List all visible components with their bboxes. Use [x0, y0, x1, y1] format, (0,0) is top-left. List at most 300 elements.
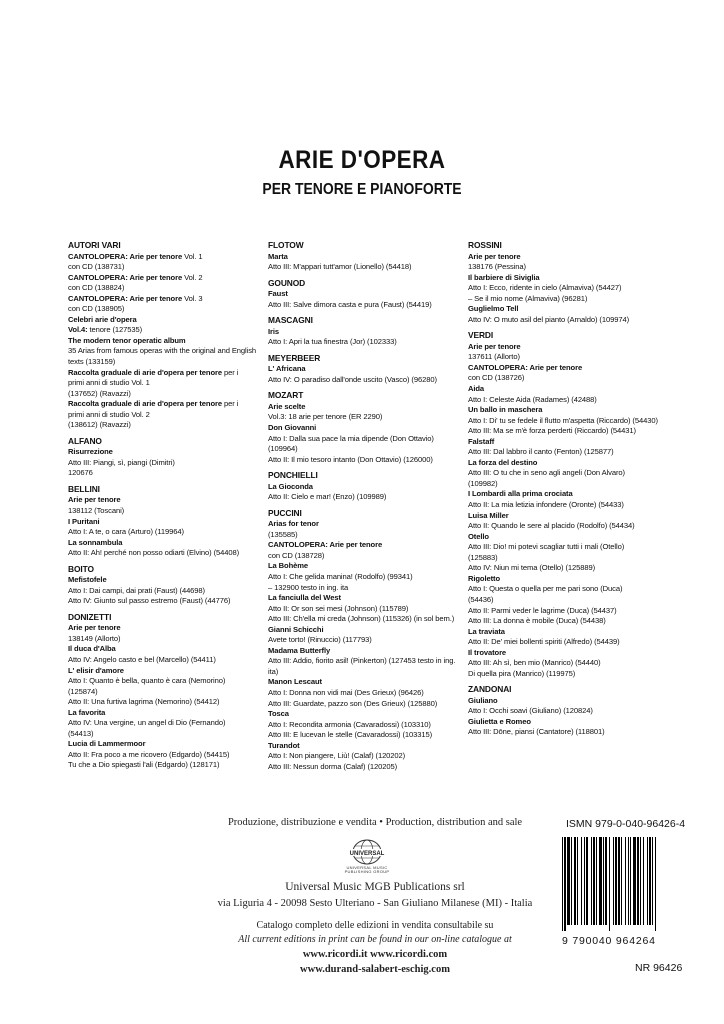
catalog-line [268, 751, 478, 762]
barcode-bar [596, 837, 597, 925]
catalog-line [68, 447, 278, 458]
composer-heading: BOITO [68, 563, 94, 574]
work-title: Luisa Miller [468, 510, 509, 520]
work-detail: Atto IV: Una vergine, un angel di Dio (Fernando) [68, 718, 226, 728]
work-title: La favorita [68, 707, 106, 717]
catalog-line [68, 294, 278, 305]
work-detail: – Se il mio nome (Almaviva) (96281) [468, 293, 588, 303]
website-link-durand[interactable]: www.durand-salabert-eschig.com [300, 964, 450, 975]
barcode-bar [613, 837, 614, 925]
website-links[interactable]: www.ricordi.it www.ricordi.com [302, 949, 448, 960]
work-detail: Atto III: Piangi, sì, piangi (Dimitri) [68, 457, 175, 467]
catalog-line [268, 492, 478, 503]
work-detail: con CD (138728) [268, 550, 325, 560]
catalog-line [68, 697, 278, 708]
work-title: L' Africana [268, 364, 306, 374]
catalog-line [468, 616, 678, 627]
barcode-bar [605, 837, 607, 925]
catalog-line [268, 656, 478, 667]
catalog-line [68, 458, 278, 469]
catalog-line [268, 741, 478, 752]
catalog-line [268, 561, 478, 572]
logo-name: UNIVERSAL [349, 851, 385, 857]
barcode-bar [630, 837, 631, 925]
catalog-line [468, 373, 678, 384]
catalog-line [268, 289, 478, 300]
work-detail: Atto II: Quando le sere al placido (Rodolfo) (54434) [468, 521, 635, 531]
work-detail: con CD (138731) [68, 262, 125, 272]
catalog-line [268, 699, 478, 710]
barcode-bar [567, 837, 570, 925]
catalog-line [468, 479, 678, 490]
work-detail: (54436) [468, 594, 494, 604]
catalog-line [468, 315, 678, 326]
barcode-bar [649, 837, 651, 925]
work-title: Guglielmo Tell [468, 304, 519, 314]
catalogue-note: Catalogo completo delle edizioni in vendita consultabile su [256, 920, 494, 931]
catalog-line [468, 294, 678, 305]
catalog-line [268, 444, 478, 455]
catalog-line [68, 336, 278, 347]
catalog-line [268, 762, 478, 773]
barcode-bar [655, 837, 656, 931]
work-detail: – 132900 testo in ing. ita [268, 582, 349, 592]
work-detail: Atto I: A te, o cara (Arturo) (119964) [68, 527, 184, 537]
work-detail: tenore (127535) [87, 325, 143, 335]
barcode-bar [562, 837, 563, 931]
work-detail: Atto III: Ch'ella mi creda (Johnson) (115326) (in sol bem.) [268, 614, 455, 624]
page-subtitle: PER TENORE E PIANOFORTE [262, 181, 462, 198]
work-detail: Atto IV: Niun mi tema (Otello) (125889) [468, 563, 596, 573]
barcode-bar [647, 837, 648, 925]
catalog-line [68, 389, 278, 400]
work-title: Lucia di Lammermoor [68, 739, 146, 749]
work-detail: Atto II: Or son sei mesi (Johnson) (115789) [268, 603, 409, 613]
catalog-line [268, 530, 478, 541]
work-detail: Atto II: Una furtiva lagrima (Nemorino) (54412) [68, 697, 220, 707]
catalogue-number: NR 96426 [635, 962, 683, 974]
work-detail: Atto I: Che gelida manina! (Rodolfo) (99341) [268, 571, 413, 581]
catalog-line [468, 696, 678, 707]
catalog-line [268, 252, 478, 263]
work-detail: Atto I: Dalla sua pace la mia dipende (Don Ottavio) [268, 433, 434, 443]
catalog-line [68, 687, 278, 698]
catalog-line [268, 423, 478, 434]
catalog-line [68, 708, 278, 719]
composer-heading: MOZART [268, 390, 304, 401]
work-title: Un ballo in maschera [468, 405, 543, 415]
catalog-line [468, 458, 678, 469]
composer-heading: MEYERBEER [268, 352, 321, 363]
barcode-bar [564, 837, 566, 931]
work-detail: (109982) [468, 478, 498, 488]
work-title: Celebri arie d'opera [68, 314, 137, 324]
catalog-line [268, 434, 478, 445]
universal-logo [333, 836, 401, 878]
work-title: I Lombardi alla prima crociata [468, 489, 573, 499]
composer-heading: ZANDONAI [468, 684, 512, 695]
work-detail: Atto IV: Giunto sul passo estremo (Faust) (44776) [68, 596, 231, 606]
catalog-line [468, 584, 678, 595]
work-detail: 138149 (Allorto) [68, 633, 121, 643]
catalog-line [468, 273, 678, 284]
work-title: Marta [268, 251, 288, 261]
catalog-line [268, 667, 478, 678]
catalog-line [468, 304, 678, 315]
barcode-bar [586, 837, 588, 925]
catalog-line [268, 604, 478, 615]
work-detail: 138112 (Toscani) [68, 505, 125, 515]
barcode-bar [633, 837, 636, 925]
work-title: La forza del destino [468, 457, 538, 467]
work-title: Don Giovanni [268, 422, 317, 432]
catalog-line [268, 402, 478, 413]
catalog-line [68, 283, 278, 294]
barcode-bar [599, 837, 602, 925]
work-detail: Atto IV: O paradiso dall'onde uscito (Vasco) (96280) [268, 374, 437, 384]
work-detail: ita) [268, 666, 279, 676]
composer-heading: PONCHIELLI [268, 470, 318, 481]
work-detail: Atto I: Donna non vidi mai (Des Grieux) (96426) [268, 688, 424, 697]
catalog-line [68, 750, 278, 761]
catalog-line [268, 625, 478, 636]
catalog-line [68, 676, 278, 687]
barcode-bar [574, 837, 576, 925]
work-detail: Atto II: Parmi veder le lagrime (Duca) (54437) [468, 605, 617, 615]
work-title: CANTOLOPERA: Arie per tenore [268, 540, 383, 550]
catalog-line [468, 262, 678, 273]
work-detail: Atto III: Nessun dorma (Calaf) (120205) [268, 761, 398, 771]
barcode-bar [621, 837, 622, 925]
work-detail: Atto II: Il mio tesoro intanto (Don Ottavio) (126000) [268, 454, 433, 464]
composer-heading: PUCCINI [268, 507, 302, 518]
catalog-line [268, 300, 478, 311]
catalog-line [68, 357, 278, 368]
catalog-line [68, 527, 278, 538]
barcode [556, 835, 698, 932]
work-title: Giuliano [468, 695, 498, 705]
catalog-line [268, 262, 478, 273]
ismn-code: ISMN 979-0-040-96426-4 [566, 818, 686, 830]
barcode-number: 9 790040 964264 [562, 935, 656, 947]
work-title: Mefistofele [68, 575, 107, 585]
work-detail: Atto I: Ecco, ridente in cielo (Almaviva) (54427) [468, 283, 622, 293]
work-detail: Atto I: Questa o quella per me pari sono (Duca) [468, 584, 623, 594]
catalog-line [68, 252, 278, 263]
catalog-line [468, 706, 678, 717]
work-detail: Atto I: Quanto è bella, quanto è cara (Nemorino) [68, 676, 226, 686]
catalog-line [468, 416, 678, 427]
work-detail: (54413) [68, 728, 94, 738]
catalog-line [68, 315, 278, 326]
catalog-line [268, 337, 478, 348]
work-detail: Atto III: M'appari tutt'amor (Lionello) (54418) [268, 262, 412, 272]
work-detail: Atto I: Recondita armonia (Cavaradossi) (103310) [268, 719, 431, 729]
logo-subtitle: UNIVERSAL MUSIC PUBLISHING GROUP [344, 865, 390, 874]
catalog-line [68, 718, 278, 729]
work-detail: Atto II: Cielo e mar! (Enzo) (109989) [268, 492, 387, 502]
work-title: Turandot [268, 740, 300, 750]
catalog-line [468, 384, 678, 395]
catalog-line [268, 614, 478, 625]
catalog-line [468, 658, 678, 669]
catalog-line [468, 468, 678, 479]
catalog-line [468, 563, 678, 574]
barcode-bar [625, 837, 626, 925]
work-detail: Atto I: Celeste Aida (Radames) (42488) [468, 394, 597, 404]
work-detail: Atto III: Guardate, pazzo son (Des Grieux) (125880) [268, 698, 438, 708]
catalog-line [468, 447, 678, 458]
catalog-line [68, 634, 278, 645]
catalog-line [468, 637, 678, 648]
barcode-bar [603, 837, 604, 925]
catalog-column-3 [468, 240, 678, 738]
work-detail: Atto III: Dal labbro il canto (Fenton) (125877) [468, 447, 614, 457]
catalog-line [68, 325, 278, 336]
barcode-bar [577, 837, 578, 925]
catalog-line [68, 399, 278, 410]
work-detail: (125883) [468, 552, 498, 562]
barcode-bar [652, 837, 653, 925]
work-detail: Atto I: Non piangere, Liù! (Calaf) (120202) [268, 751, 406, 761]
composer-heading: FLOTOW [268, 240, 304, 250]
barcode-bar [609, 837, 610, 931]
barcode-bar [593, 837, 595, 925]
work-title: Arie per tenore [468, 341, 521, 351]
work-title: CANTOLOPERA: Arie per tenore [68, 293, 183, 303]
work-title: Arie per tenore [68, 623, 121, 633]
catalog-line [68, 729, 278, 740]
work-detail: Vol.3: 18 arie per tenore (ER 2290) [268, 412, 383, 422]
work-detail: Atto III: Addio, fiorito asil! (Pinkerton) (127453 testo in ing. [268, 656, 456, 666]
catalog-line [468, 342, 678, 353]
work-title: Aida [468, 384, 485, 394]
catalog-line [268, 730, 478, 741]
work-detail: (125874) [68, 686, 98, 696]
catalog-line [468, 405, 678, 416]
work-title: The modern tenor operatic album [68, 335, 186, 345]
catalog-line [468, 669, 678, 680]
work-detail: primi anni di studio Vol. 1 [68, 378, 150, 388]
catalog-line [68, 262, 278, 273]
work-title: I Puritani [68, 516, 100, 526]
catalog-line [268, 455, 478, 466]
work-detail: Atto III: O tu che in seno agli angeli (Don Alvaro) [468, 468, 625, 478]
work-title: La fanciulla del West [268, 593, 341, 603]
work-detail: 138176 (Pessina) [468, 262, 526, 272]
work-detail: Vol. 3 [182, 293, 203, 303]
catalog-line [268, 677, 478, 688]
catalog-column-2 [268, 240, 478, 772]
work-title: Il duca d'Alba [68, 644, 116, 654]
catalog-line [68, 739, 278, 750]
work-detail: (138612) (Ravazzi) [68, 420, 131, 430]
catalog-line [468, 727, 678, 738]
work-detail: Atto I: Occhi soavi (Giuliano) (120824) [468, 706, 593, 716]
work-title: La Gioconda [268, 481, 313, 491]
barcode-bar [571, 837, 572, 925]
catalog-line [468, 553, 678, 564]
catalog-line [468, 252, 678, 263]
work-detail: Atto III: Dōne, piansi (Cantatore) (118801) [468, 727, 605, 737]
work-detail: Vol. 1 [182, 251, 203, 261]
catalog-line [468, 595, 678, 606]
composer-heading: AUTORI VARI [68, 240, 121, 250]
work-title: CANTOLOPERA: Arie per tenore [468, 362, 583, 372]
catalog-line [468, 426, 678, 437]
barcode-bar [591, 837, 592, 925]
work-detail: con CD (138824) [68, 283, 125, 293]
work-detail: texts (133159) [68, 356, 116, 366]
catalog-line [268, 327, 478, 338]
barcode-bar [643, 837, 644, 925]
catalog-line [468, 627, 678, 638]
work-detail: 120676 [68, 468, 93, 478]
catalog-line [68, 623, 278, 634]
catalog-line [68, 586, 278, 597]
catalog-line [468, 606, 678, 617]
catalog-line [468, 532, 678, 543]
catalog-line [68, 368, 278, 379]
composer-heading: MASCAGNI [268, 315, 313, 326]
work-title: La Bohème [268, 561, 309, 571]
page-title: ARIE D'OPERA [278, 146, 446, 174]
catalog-line [68, 304, 278, 315]
catalog-line [268, 412, 478, 423]
work-detail: Di quella pira (Manrico) (119975) [468, 668, 576, 678]
work-title: Rigoletto [468, 573, 501, 583]
catalog-line [68, 506, 278, 517]
composer-heading: DONIZETTI [68, 611, 112, 622]
publisher-address: via Liguria 4 - 20098 Sesto Ulteriano - San Giuliano Milanese (MI) - Italia [217, 898, 533, 909]
barcode-bar [615, 837, 617, 925]
catalog-line [268, 572, 478, 583]
catalogue-note-en: All current editions in print can be found in our on-line catalogue at [238, 934, 512, 945]
work-title: Falstaff [468, 436, 495, 446]
work-detail: Avete torto! (Rinuccio) (117793) [268, 635, 372, 645]
catalog-line [268, 709, 478, 720]
work-detail: (109964) [268, 444, 298, 454]
catalog-line [468, 489, 678, 500]
catalog-line [68, 760, 278, 771]
work-title: Arie per tenore [68, 495, 121, 505]
catalog-line [468, 717, 678, 728]
catalog-line [68, 346, 278, 357]
work-title: Vol.4: [68, 325, 88, 335]
work-title: Risurrezione [68, 447, 113, 457]
work-detail: Atto III: Ma se m'è forza perderti (Riccardo) (54431) [468, 426, 636, 436]
catalog-line [268, 646, 478, 657]
work-detail: con CD (138905) [68, 304, 125, 314]
work-title: Manon Lescaut [268, 677, 322, 687]
catalog-line [468, 511, 678, 522]
work-detail: (137652) (Ravazzi) [68, 388, 131, 398]
work-detail: Atto III: Salve dimora casta e pura (Faust) (54419) [268, 299, 432, 309]
work-title: Raccolta graduale di arie d'opera per tenore [68, 367, 222, 377]
work-detail: per i [221, 399, 239, 409]
work-title: L' elisir d'amore [68, 665, 124, 675]
work-title: Madama Butterfly [268, 645, 331, 655]
barcode-bar [581, 837, 582, 925]
work-title: Otello [468, 531, 489, 541]
catalog-line [68, 644, 278, 655]
composer-heading: VERDI [468, 330, 494, 341]
catalog-line [468, 283, 678, 294]
catalog-line [468, 352, 678, 363]
work-detail: Tu che a Dio spiegasti l'ali (Edgardo) (128171) [68, 760, 220, 770]
work-detail: Atto II: De' miei bollenti spiriti (Alfredo) (54439) [468, 637, 620, 647]
catalog-line [268, 593, 478, 604]
catalog-column-1 [68, 240, 278, 771]
work-detail: Atto II: Ah! perché non posso odiarti (Elvino) (54408) [68, 548, 240, 558]
catalog-line [268, 551, 478, 562]
catalog-line [68, 575, 278, 586]
publisher-name: Universal Music MGB Publications srl [285, 881, 465, 893]
catalog-line [68, 468, 278, 479]
work-title: Arie per tenore [468, 251, 521, 261]
catalog-line [468, 437, 678, 448]
work-detail: con CD (138726) [468, 373, 525, 383]
work-detail: (135585) [268, 529, 298, 539]
catalog-line [468, 648, 678, 659]
work-title: Raccolta graduale di arie d'opera per tenore [68, 399, 222, 409]
catalog-line [468, 574, 678, 585]
catalog-line [68, 655, 278, 666]
catalog-line [268, 720, 478, 731]
barcode-bar [628, 837, 629, 925]
work-title: Tosca [268, 709, 289, 719]
work-title: Il trovatore [468, 647, 507, 657]
catalog-line [268, 688, 478, 699]
catalog-line [468, 363, 678, 374]
barcode-bar [584, 837, 585, 925]
composer-heading: GOUNOD [268, 277, 306, 288]
composer-heading: BELLINI [68, 483, 100, 494]
catalog-line [68, 420, 278, 431]
work-detail: per i [221, 367, 239, 377]
catalog-line [68, 596, 278, 607]
catalog-line [68, 517, 278, 528]
work-detail: Atto I: Di' tu se fedele il flutto m'aspetta (Riccardo) (54430) [468, 415, 658, 425]
catalog-line [468, 500, 678, 511]
work-title: Giulietta e Romeo [468, 716, 531, 726]
work-title: Il barbiere di Siviglia [468, 272, 540, 282]
composer-heading: ALFANO [68, 435, 102, 446]
work-title: La traviata [468, 626, 505, 636]
catalog-line [68, 273, 278, 284]
barcode-bar [637, 837, 639, 925]
barcode-bar [640, 837, 641, 925]
catalog-line [268, 375, 478, 386]
catalog-line [68, 495, 278, 506]
work-detail: Atto III: La donna è mobile (Duca) (54438) [468, 616, 606, 626]
work-detail: Atto I: Dai campi, dai prati (Faust) (44698) [68, 585, 205, 595]
work-title: Iris [268, 326, 279, 336]
work-detail: 35 Arias from famous operas with the original and English [68, 346, 257, 356]
composer-heading: ROSSINI [468, 240, 502, 250]
catalog-line [68, 378, 278, 389]
work-title: La sonnambula [68, 537, 123, 547]
catalog-line [268, 635, 478, 646]
globe-icon [333, 836, 401, 866]
work-detail: Atto II: Fra poco a me ricovero (Edgardo) (54415) [68, 749, 230, 759]
catalog-line [268, 364, 478, 375]
catalog-line [268, 540, 478, 551]
catalog-line [68, 666, 278, 677]
work-detail: primi anni di studio Vol. 2 [68, 409, 150, 419]
catalog-line [268, 583, 478, 594]
work-detail: 137611 (Allorto) [468, 352, 520, 362]
